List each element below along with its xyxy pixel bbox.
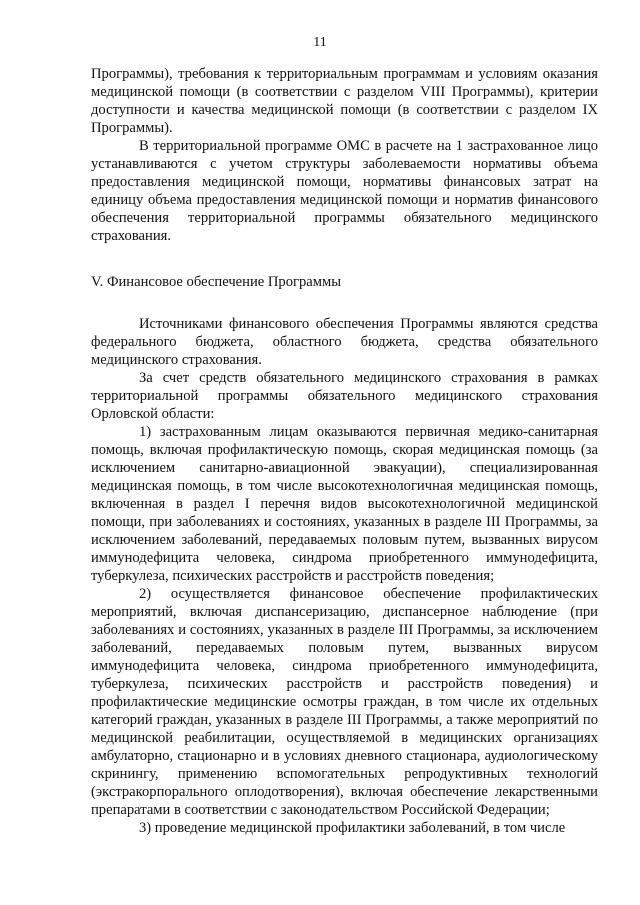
- paragraph-oms-scope-intro: За счет средств обязательного медицинского страхования в рамках территориальной программы обязательного медицинского страхования Орловской области:: [91, 370, 598, 422]
- list-item-1-medical-care: 1) застрахованным лицам оказываются первичная медико-санитарная помощь, включая профилактическую помощь, скорая медицинская помощь (за исключением санитарно-авиационной эвакуации), специализированная медицинская помощь, в том числе высокотехнологичная медицинская помощь, включенная в раздел I перечня видов высокотехнологичной медицинской помощи, при заболеваниях и состояниях, указанных в разделе III Программы, за исключением заболеваний, передаваемых половым путем, вызванных вирусом иммунодефицита человека, синдрома приобретенного иммунодефицита, туберкулеза, психических расстройств и расстройств поведения;: [91, 424, 598, 584]
- paragraph-oms-norms: В территориальной программе ОМС в расчете на 1 застрахованное лицо устанавливаются с учетом структуры заболеваемости нормативы объема предоставления медицинской помощи, нормативы финансовых затрат на единицу объема предоставления медицинской помощи и норматив финансового обеспечения территориальной программы обязательного медицинского страхования.: [91, 138, 598, 244]
- list-item-3-disease-prevention: 3) проведение медицинской профилактики заболеваний, в том числе: [139, 820, 566, 836]
- section-heading-financing: V. Финансовое обеспечение Программы: [91, 274, 342, 290]
- list-item-2-preventive-measures: 2) осуществляется финансовое обеспечение профилактических мероприятий, включая диспансеризацию, диспансерное наблюдение (при заболеваниях и состояниях, указанных в разделе III Программы, за исключением заболеваний, передаваемых половым путем, вызванных вирусом иммунодефицита человека, синдрома приобретенного иммунодефицита, туберкулеза, психических расстройств и расстройств поведения) и профилактические медицинские осмотры граждан, в том числе их отдельных категорий граждан, указанных в разделе III Программы, а также мероприятий по медицинской реабилитации, осуществляемой в медицинских организациях амбулаторно, стационарно и в условиях дневного стационара, аудиологическому скринингу, применению вспомогательных репродуктивных технологий (экстракорпорального оплодотворения), включая обеспечение лекарственными препаратами в соответствии с законодательством Российской Федерации;: [91, 586, 598, 818]
- paragraph-funding-sources: Источниками финансового обеспечения Программы являются средства федерального бюджета, областного бюджета, средства обязательного медицинского страхования.: [91, 316, 598, 368]
- page-number: 11: [313, 35, 327, 50]
- paragraph-program-requirements: Программы), требования к территориальным программам и условиям оказания медицинской помощи (в соответствии с разделом VIII Программы), критерии доступности и качества медицинской помощи (в соответствии с разделом IX Программы).: [91, 66, 598, 136]
- document-body: [91, 65, 598, 837]
